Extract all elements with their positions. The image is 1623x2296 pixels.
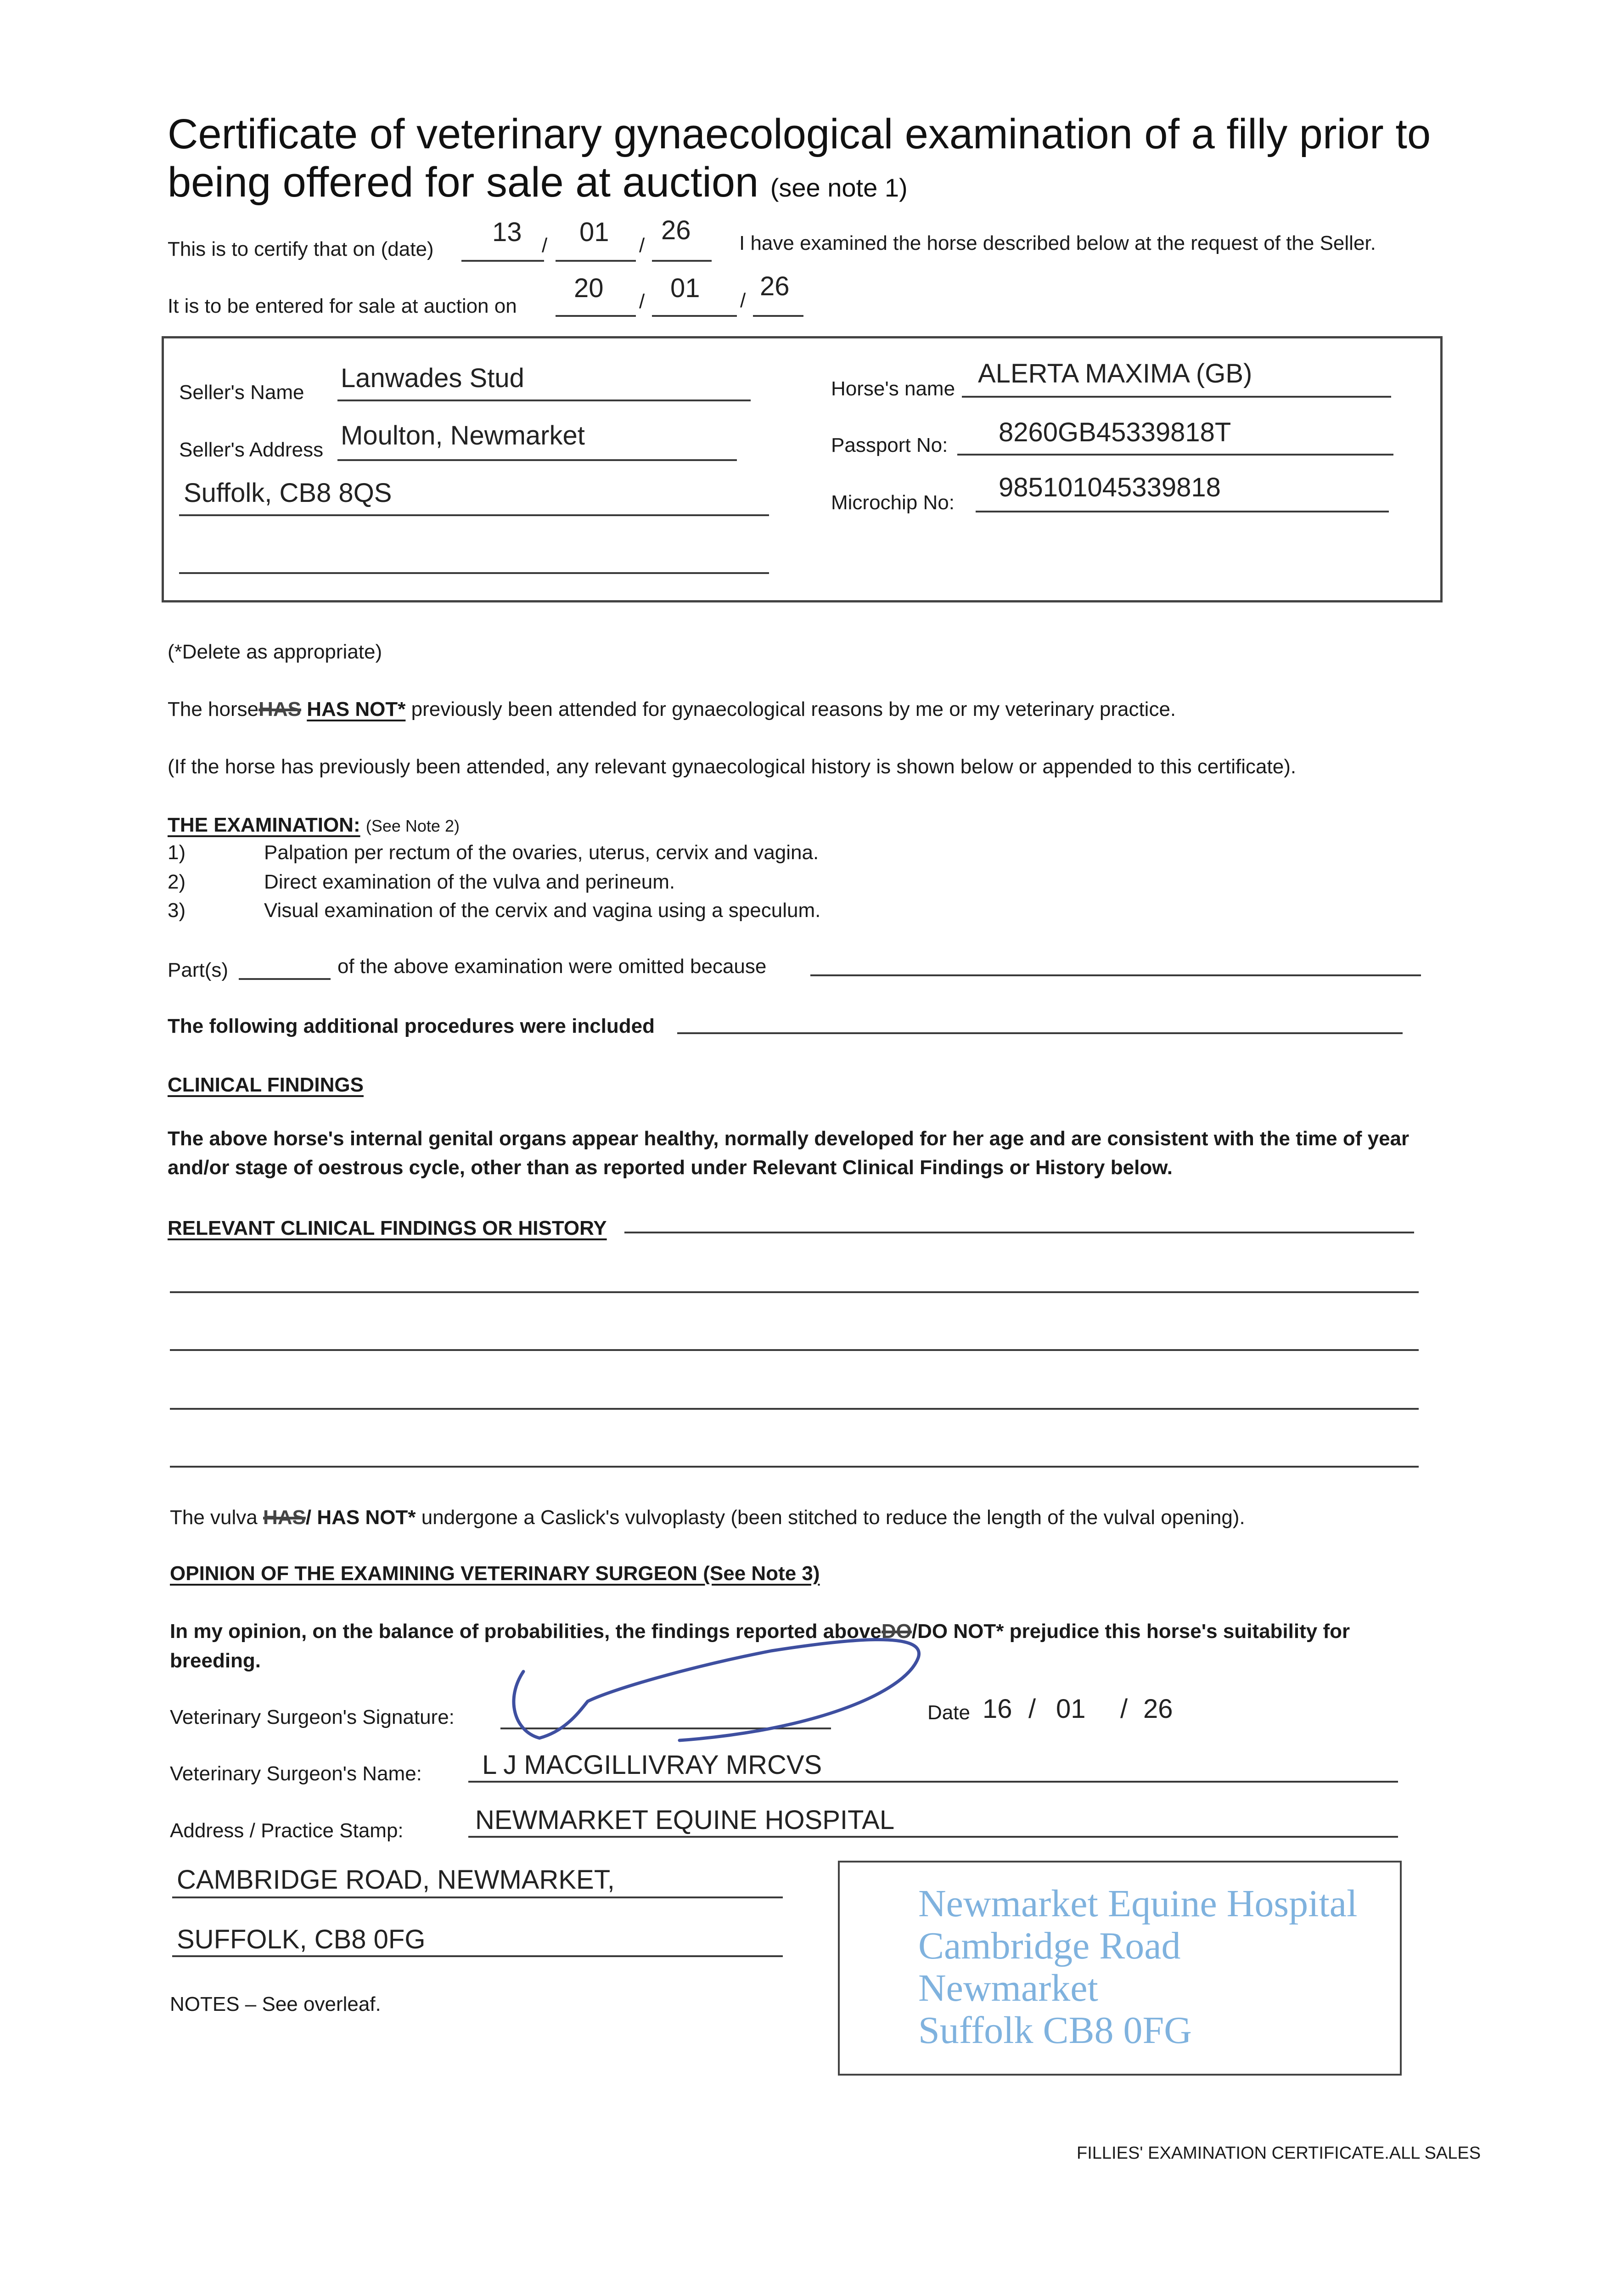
additional-label: The following additional procedures were included (168, 1015, 655, 1037)
exam-item-2-num: 2) (168, 871, 186, 893)
date-day[interactable]: 16 (983, 1694, 1012, 1724)
clinical-statement-1: The above horse's internal genital organs appear healthy, normally developed for her age and are consistent with the time of year (168, 1127, 1410, 1150)
opinion-suffix: /DO NOT* prejudice this horse's suitability for (911, 1620, 1350, 1643)
attended-prefix: The horse (168, 698, 259, 720)
address-label: Address / Practice Stamp: (170, 1819, 404, 1842)
seller-name-label: Seller's Name (179, 381, 304, 404)
stamp-line-4: Suffolk CB8 0FG (918, 2009, 1192, 2052)
vulva-has-not: / HAS NOT* (305, 1506, 416, 1529)
microchip-label: Microchip No: (831, 491, 955, 514)
vulva-prefix: The vulva (170, 1506, 258, 1529)
attended-has-not: HAS NOT* (307, 698, 406, 720)
opinion-heading: OPINION OF THE EXAMINING VETERINARY SURGEON (See Note 3) (170, 1562, 820, 1585)
stamp-line-1: Newmarket Equine Hospital (918, 1882, 1358, 1925)
certify-prefix: This is to certify that on (date) (168, 238, 434, 260)
auction-prefix: It is to be entered for sale at auction on (168, 295, 517, 317)
footer: FILLIES' EXAMINATION CERTIFICATE.ALL SALES (1077, 2144, 1481, 2163)
exam-item-1-text: Palpation per rectum of the ovaries, uterus, cervix and vagina. (264, 841, 819, 864)
horse-name[interactable]: ALERTA MAXIMA (GB) (978, 359, 1252, 388)
signature-label: Veterinary Surgeon's Signature: (170, 1706, 455, 1728)
certify-sep-1: / (542, 234, 548, 257)
opinion-line-2: breeding. (170, 1649, 261, 1672)
auction-day[interactable]: 20 (574, 273, 604, 303)
microchip-number[interactable]: 985101045339818 (999, 473, 1221, 502)
opinion-prefix: In my opinion, on the balance of probabilities, the findings reported above (170, 1620, 882, 1643)
clinical-statement-2: and/or stage of oestrous cycle, other than as reported under Relevant Clinical Findings or History below. (168, 1156, 1173, 1179)
address-line-1[interactable]: NEWMARKET EQUINE HOSPITAL (475, 1805, 895, 1835)
vet-name[interactable]: L J MACGILLIVRAY MRCVS (482, 1750, 822, 1780)
delete-note: (*Delete as appropriate) (168, 641, 382, 663)
exam-item-3-num: 3) (168, 899, 186, 922)
vulva-rest: undergone a Caslick's vulvoplasty (been stitched to reduce the length of the vulval opening). (421, 1506, 1245, 1529)
history-note: (If the horse has previously been attended, any relevant gynaecological history is shown below or appended to this certificate). (168, 755, 1297, 778)
exam-item-2-text: Direct examination of the vulva and perineum. (264, 871, 675, 893)
date-sep-1: / (1028, 1694, 1036, 1724)
stamp-line-3: Newmarket (918, 1967, 1098, 2009)
seller-address-1[interactable]: Moulton, Newmarket (341, 421, 585, 450)
title-note: (see note 1) (770, 173, 908, 202)
date-label: Date (927, 1701, 970, 1724)
certify-sep-2: / (639, 234, 645, 257)
date-year[interactable]: 26 (1143, 1694, 1173, 1724)
parts-label: Part(s) (168, 959, 228, 981)
attended-line (168, 698, 1176, 721)
clinical-heading: CLINICAL FINDINGS (168, 1074, 364, 1096)
exam-item-3-text: Visual examination of the cervix and vagina using a speculum. (264, 899, 821, 922)
relevant-heading: RELEVANT CLINICAL FINDINGS OR HISTORY (168, 1217, 607, 1239)
auction-month[interactable]: 01 (670, 273, 700, 303)
certify-day[interactable]: 13 (492, 217, 522, 247)
stamp-line-2: Cambridge Road (918, 1925, 1181, 1967)
signature-mark (496, 1598, 964, 1750)
notes: NOTES – See overleaf. (170, 1993, 381, 2015)
vulva-struck: HAS (263, 1506, 306, 1529)
address-line-2[interactable]: CAMBRIDGE ROAD, NEWMARKET, (177, 1865, 615, 1895)
auction-year[interactable]: 26 (760, 271, 790, 301)
examination-note: (See Note 2) (365, 816, 460, 835)
address-line-3[interactable]: SUFFOLK, CB8 0FG (177, 1925, 426, 1954)
examination-heading: THE EXAMINATION: (168, 814, 360, 836)
passport-number[interactable]: 8260GB45339818T (999, 417, 1231, 447)
title-line-2 (168, 158, 908, 207)
date-month[interactable]: 01 (1056, 1694, 1086, 1724)
seller-name[interactable]: Lanwades Stud (341, 363, 524, 393)
opinion-struck: DO (881, 1620, 912, 1643)
auction-sep-1: / (639, 290, 645, 313)
horse-name-label: Horse's name (831, 377, 955, 400)
auction-sep-2: / (740, 289, 746, 312)
examination-heading-row (168, 814, 460, 837)
exam-item-1-num: 1) (168, 841, 186, 864)
vet-name-label: Veterinary Surgeon's Name: (170, 1762, 422, 1785)
omitted-label: of the above examination were omitted because (337, 955, 767, 978)
certify-month[interactable]: 01 (579, 217, 609, 247)
title-line-2-text: being offered for sale at auction (168, 159, 759, 206)
title-line-1: Certificate of veterinary gynaecological examination of a filly prior to (168, 111, 1431, 158)
attended-struck: HAS (258, 698, 302, 720)
seller-address-label: Seller's Address (179, 439, 324, 461)
vulva-line (170, 1506, 1245, 1529)
certify-suffix: I have examined the horse described below at the request of the Seller. (739, 232, 1376, 254)
seller-address-2[interactable]: Suffolk, CB8 8QS (184, 478, 392, 508)
passport-label: Passport No: (831, 434, 948, 456)
date-sep-2: / (1120, 1694, 1128, 1724)
certify-year[interactable]: 26 (661, 215, 691, 245)
attended-rest: previously been attended for gynaecological reasons by me or my veterinary practice. (411, 698, 1176, 720)
